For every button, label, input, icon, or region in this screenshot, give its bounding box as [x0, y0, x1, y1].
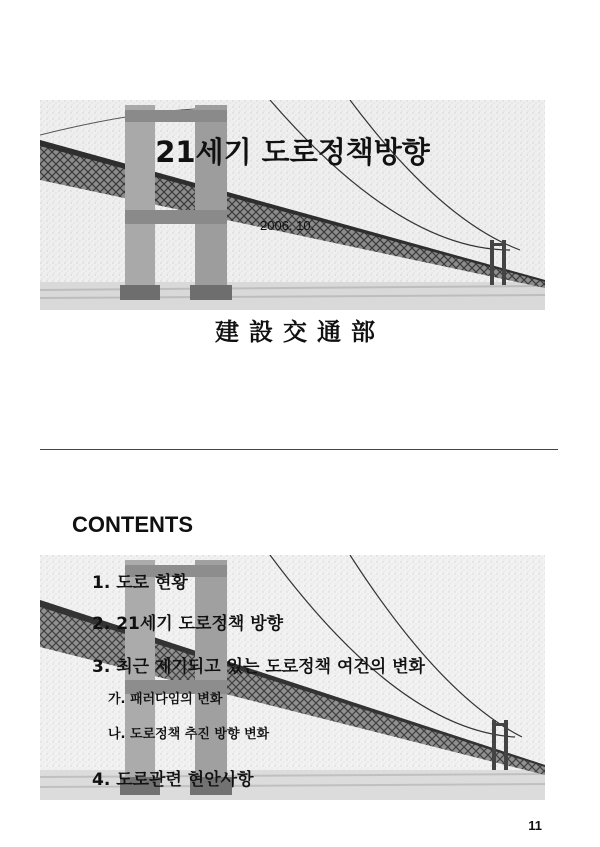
slide-date: 2006. 10.: [260, 218, 315, 233]
slide-divider: [40, 449, 558, 450]
contents-heading: CONTENTS: [72, 512, 193, 537]
contents-subitem-b: 나. 도로정책 추진 방향 변화: [108, 727, 270, 742]
page-number: 11: [528, 818, 542, 833]
contents-item-3: 3. 최근 제기되고 있는 도로정책 여건의 변화: [92, 657, 425, 677]
ministry-name: 建設交通部: [215, 317, 385, 346]
title-slide: [40, 100, 545, 310]
contents-item-1: 1. 도로 현황: [92, 573, 188, 593]
slide-title: 21세기 도로정책방향: [155, 135, 430, 169]
contents-item-2: 2. 21세기 도로정책 방향: [92, 614, 284, 634]
contents-item-4: 4. 도로관련 현안사항: [92, 770, 254, 790]
contents-subitem-a: 가. 패러다임의 변화: [108, 692, 223, 707]
